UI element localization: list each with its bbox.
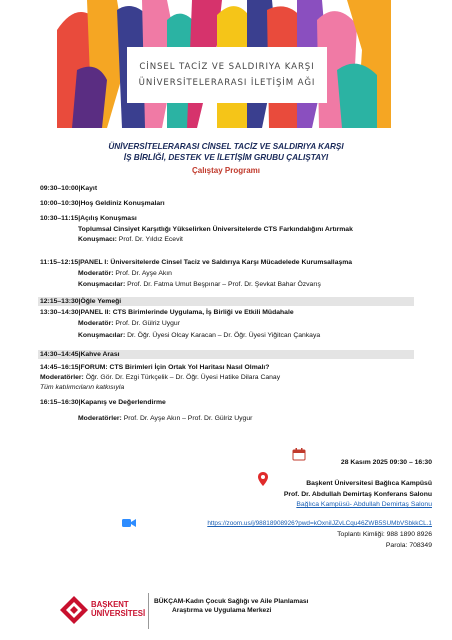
time: 10:00–10:30 — [40, 200, 79, 207]
program-row-forum: 14:45–16:15|FORUM: CTS Birimleri İçin Ortak Yol Haritası Nasıl Olmalı? — [40, 364, 270, 371]
acilis-speaker: Konuşmacı: Prof. Dr. Yıldız Ecevit — [78, 236, 183, 243]
time: 09:30–10:00 — [40, 185, 79, 192]
label: PANEL I: Üniversitelerde Cinsel Taciz ve Saldırıya Karşı Mücadelede Kurumsallaşma — [80, 259, 353, 266]
baskent-logo-mark — [60, 596, 88, 624]
event-hall: Prof. Dr. Abdullah Demirtaş Konferans Salonu — [283, 491, 432, 498]
zoom-link[interactable]: https://zoom.us/j/98818908926?pwd=kOxniIJZvLCqu46ZWB5SUMbVSbkkCL.1 — [207, 520, 432, 527]
logo-text-line1: BAŞKENT — [91, 600, 129, 609]
footer-center-line1: BÜKÇAM-Kadın Çocuk Sağlığı ve Aile Planlaması — [154, 598, 309, 605]
workshop-title-line2: İŞ BİRLİĞİ, DESTEK VE İLETİŞİM GRUBU ÇALIŞTAYI — [123, 153, 329, 162]
logo-text-line2: ÜNİVERSİTESİ — [91, 609, 146, 618]
event-date: 28 Kasım 2025 09:30 – 16:30 — [340, 459, 432, 466]
program-row-panel1: 11:15–12:15|PANEL I: Üniversitelerde Cinsel Taciz ve Saldırıya Karşı Mücadelede Kurumsallaşma — [40, 259, 353, 266]
baskent-logo — [60, 594, 146, 628]
forum-moderators: Moderatörler: Öğr. Gör. Dr. Ezgi Türkçelik – Dr. Öğr. Üyesi Hatike Dilara Canay — [40, 374, 281, 381]
location-pin-icon — [258, 472, 268, 486]
meeting-id: Toplantı Kimliği: 988 1890 8926 — [337, 531, 432, 538]
footer-center-line2: Araştırma ve Uygulama Merkezi — [172, 607, 272, 614]
banner-title-line2: ÜNİVERSİTELERARASI İLETİŞİM AĞI — [138, 78, 316, 88]
time: 14:30–14:45 — [40, 351, 79, 358]
location-link[interactable]: Bağlıca Kampüsü- Abdullah Demirtaş Salonu — [296, 501, 432, 508]
program-row-hosgeldiniz: 10:00–10:30|Hoş Geldiniz Konuşmaları — [40, 200, 165, 207]
time: 11:15–12:15 — [40, 259, 79, 266]
panel1-speakers: Konuşmacılar: Prof. Dr. Fatma Umut Beşpınar – Prof. Dr. Şevkat Bahar Özvarış — [78, 281, 321, 288]
event-campus: Başkent Üniversitesi Bağlıca Kampüsü — [306, 480, 432, 487]
label: Kayıt — [80, 185, 98, 192]
program-row-ogle: 12:15–13:30|Öğle Yemeği — [40, 298, 122, 305]
program-row-kayit: 09:30–10:00|Kayıt — [40, 185, 98, 192]
time: 14:45–16:15 — [40, 364, 79, 371]
header-banner — [57, 0, 391, 128]
time: 10:30–11:15 — [40, 215, 79, 222]
program-row-acilis: 10:30–11:15|Açılış Konuşması — [40, 215, 137, 222]
panel1-moderator: Moderatör: Prof. Dr. Ayşe Akın — [78, 270, 172, 277]
panel2-speakers: Konuşmacılar: Dr. Öğr. Üyesi Olcay Karacan – Dr. Öğr. Üyesi Yiğitcan Çankaya — [78, 332, 321, 339]
label: Kapanış ve Değerlendirme — [80, 399, 166, 406]
label: Açılış Konuşması — [80, 215, 137, 222]
label: Kahve Arası — [80, 351, 120, 358]
workshop-title-line1: ÜNİVERSİTELERARASI CİNSEL TACİZ VE SALDIRIYA KARŞI — [108, 142, 344, 151]
calendar-icon — [292, 447, 306, 461]
label: Öğle Yemeği — [80, 298, 122, 305]
program-subtitle: Çalıştay Programı — [191, 166, 261, 175]
label: FORUM: CTS Birimleri İçin Ortak Yol Haritası Nasıl Olmalı? — [80, 364, 270, 371]
program-row-panel2: 13:30–14:30|PANEL II: CTS Birimlerinde Uygulama, İş Birliği ve Etkili Müdahale — [40, 309, 294, 316]
time: 13:30–14:30 — [40, 309, 79, 316]
time: 12:15–13:30 — [40, 298, 79, 305]
banner-title-box — [127, 47, 327, 103]
zoom-video-icon — [122, 518, 136, 528]
acilis-description: Toplumsal Cinsiyet Karşıtlığı Yükselirken Üniversitelerde CTS Farkındalığını Artırmak — [78, 226, 353, 233]
kapanis-moderators: Moderatörler: Prof. Dr. Ayşe Akın – Prof. Dr. Gülriz Uygur — [78, 415, 253, 422]
label: Hoş Geldiniz Konuşmaları — [80, 200, 165, 207]
program-row-kapanis: 16:15–16:30|Kapanış ve Değerlendirme — [40, 399, 166, 406]
panel2-moderator: Moderatör: Prof. Dr. Gülriz Uygur — [78, 320, 180, 327]
time: 16:15–16:30 — [40, 399, 79, 406]
footer-divider — [148, 593, 149, 629]
forum-note: Tüm katılımcıların katkısıyla — [40, 384, 125, 391]
label: PANEL II: CTS Birimlerinde Uygulama, İş Birliği ve Etkili Müdahale — [80, 309, 294, 316]
program-row-kahve: 14:30–14:45|Kahve Arası — [40, 351, 120, 358]
passcode: Parola: 708349 — [385, 542, 432, 549]
banner-title-line1: CİNSEL TACİZ VE SALDIRIYA KARŞI — [139, 62, 315, 72]
